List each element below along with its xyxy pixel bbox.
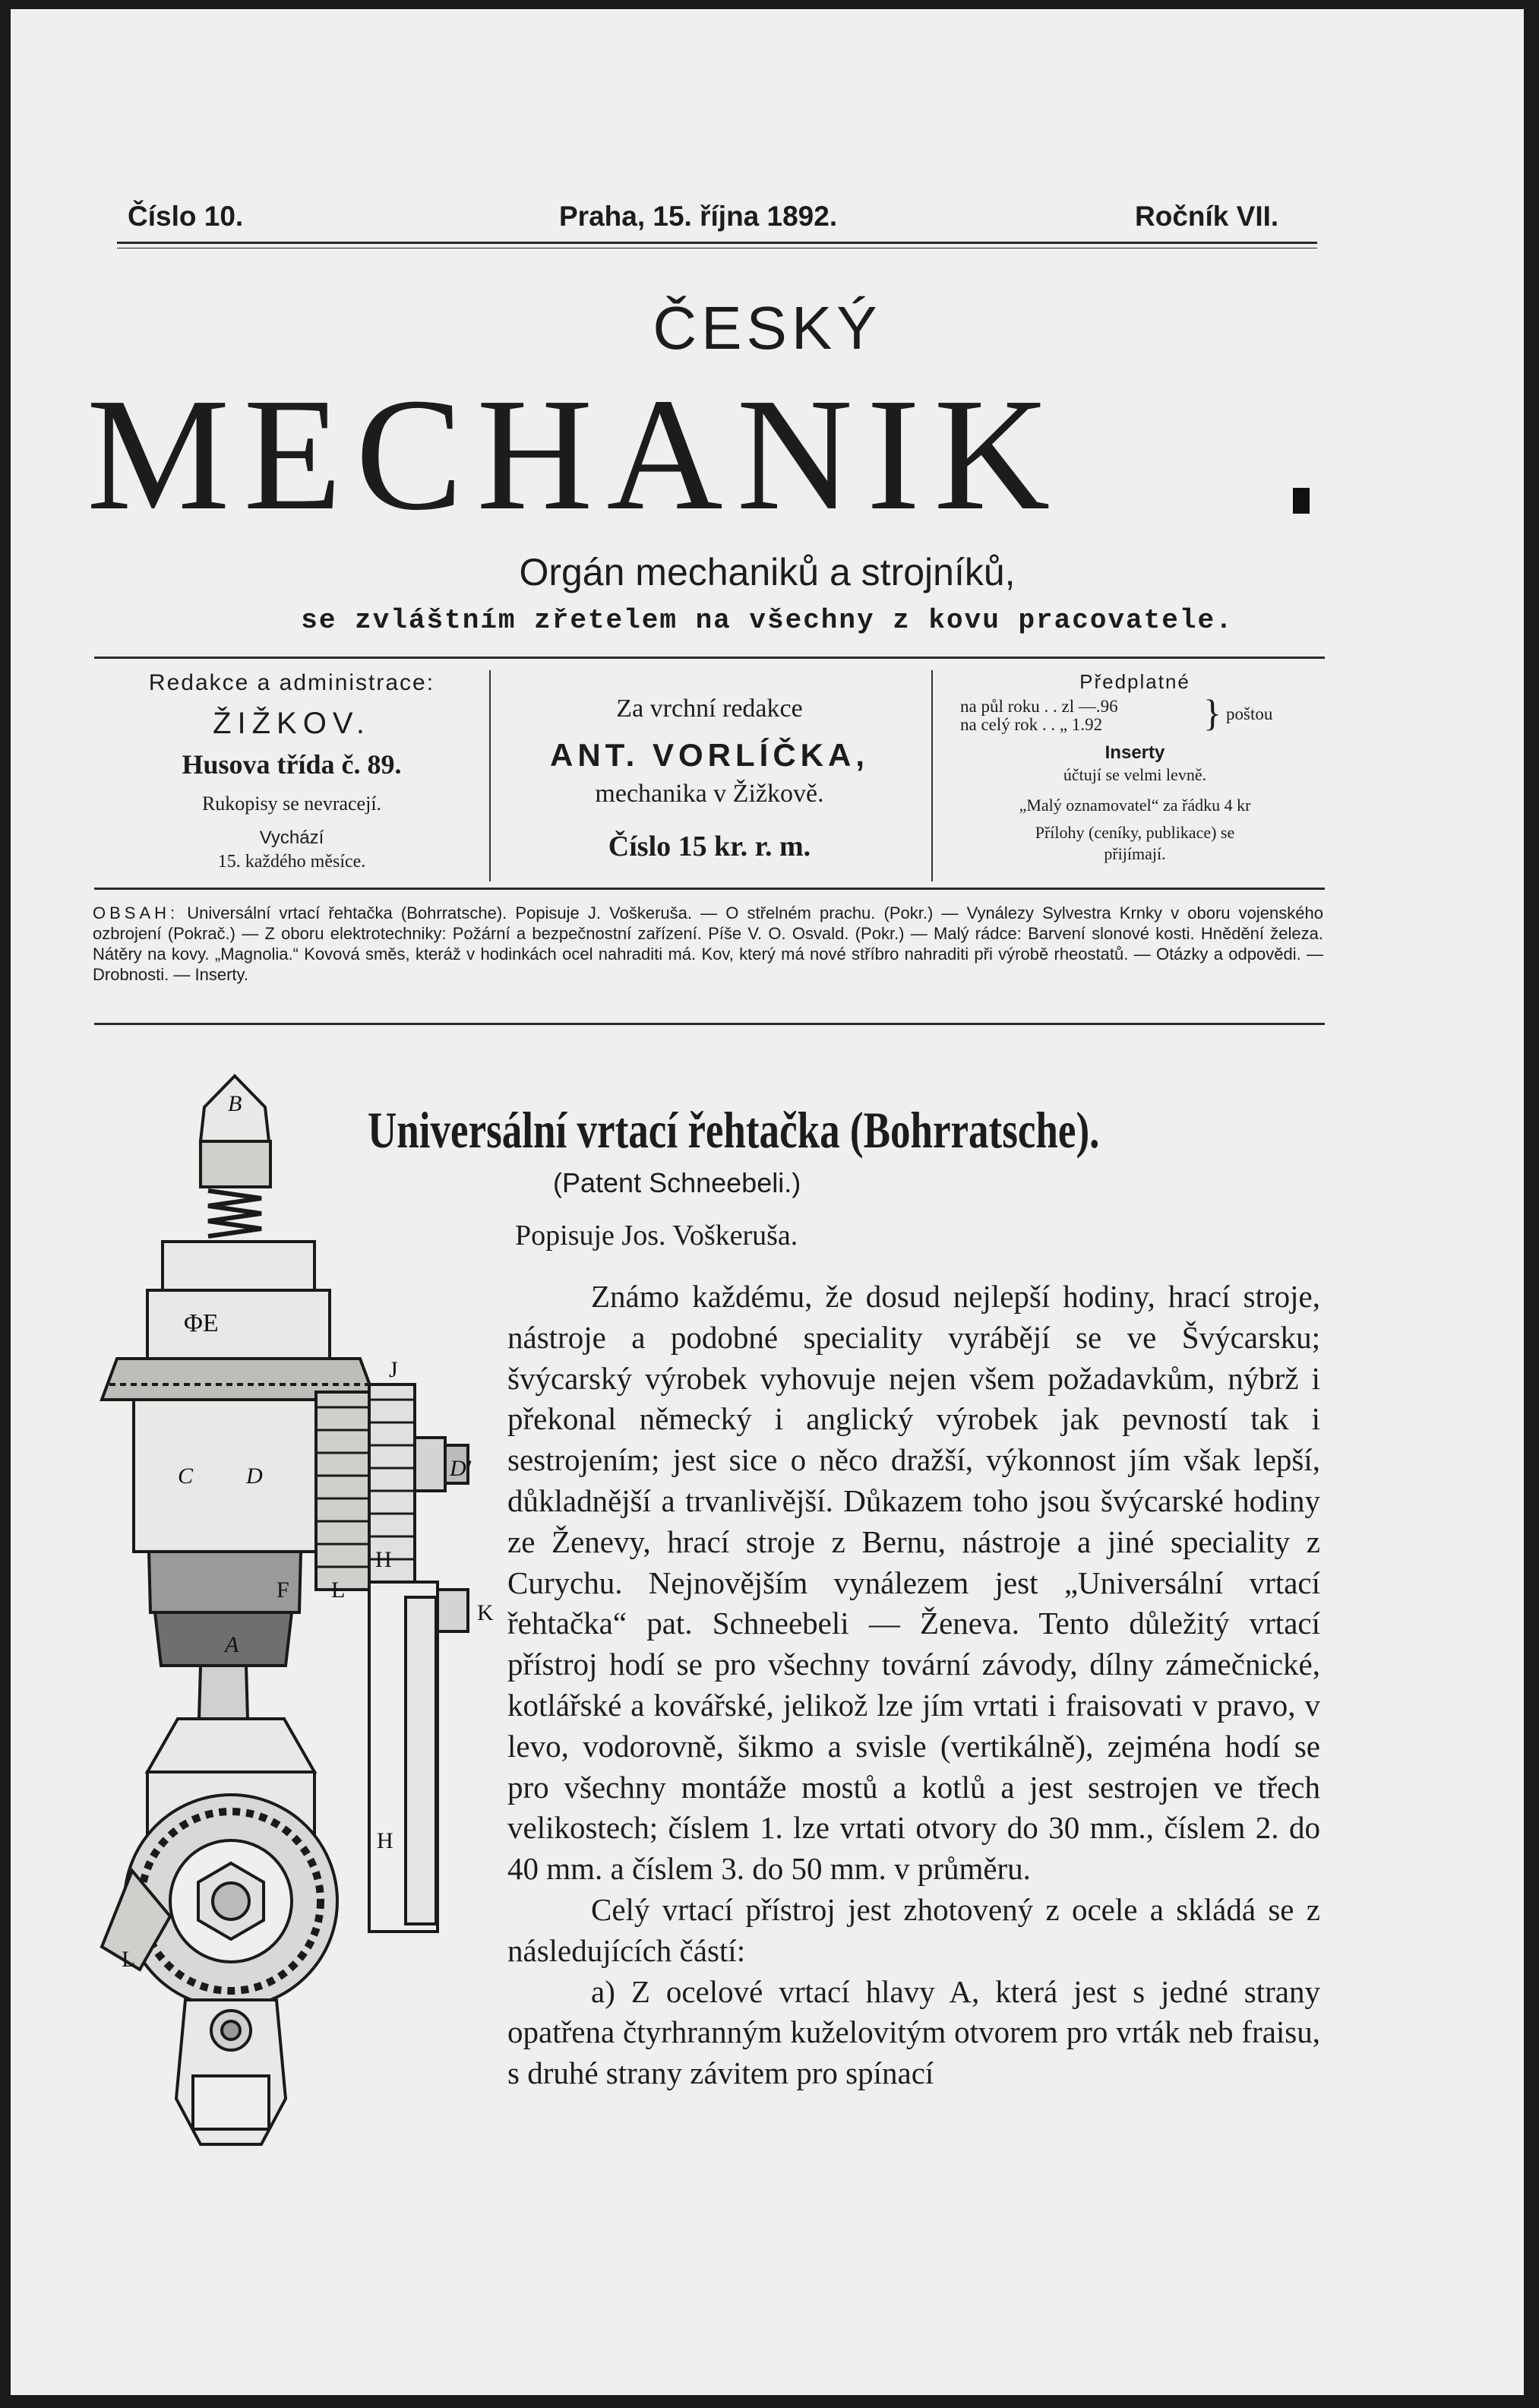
contents-bottom-rule: [94, 1023, 1325, 1025]
published-label: Vychází: [259, 827, 324, 848]
editor-name: ANT. VORLÍČKA,: [550, 737, 869, 773]
article-title: Universální vrtací řehtačka (Bohrratsche).: [368, 1101, 1100, 1159]
subtitle-audience: se zvláštním zřetelem na všechny z kovu pracovatele.: [301, 605, 1234, 636]
label-d: D: [246, 1463, 263, 1489]
editorial-label: Redakce a administrace:: [148, 670, 435, 695]
article-subtitle: (Patent Schneebeli.): [553, 1167, 801, 1198]
editor-label: Za vrchní redakce: [616, 695, 803, 723]
label-h-upper: H: [375, 1547, 392, 1572]
volume: Ročník VII.: [1135, 201, 1279, 232]
label-f: F: [277, 1577, 289, 1603]
subscription-label: Předplatné: [1079, 670, 1190, 693]
editor-role: mechanika v Žižkově.: [595, 780, 824, 808]
side-gear: [316, 1392, 369, 1590]
cylinder-c: [134, 1400, 316, 1552]
info-column-subscription: [937, 670, 1332, 864]
issue-number: Číslo 10.: [128, 201, 244, 232]
published-schedule: 15. každého měsíce.: [217, 852, 366, 872]
contents-label: OBSAH:: [93, 903, 179, 922]
nut-k: [438, 1590, 468, 1631]
newspaper-page: [11, 9, 1524, 2395]
article-body: [507, 1277, 1320, 2094]
upper-sleeve: [163, 1242, 314, 1290]
contents-text: Universální vrtací řehtačka (Bohrratsche). Popisuje J. Voškeruša. — O střelném prachu. (Pokr.) — Vynálezy Sylvestra Krnky v oboru vojenského ozbrojení (Pokrač.) — Z oboru elektrotechniky: Požární a bezpečnostní zařízení. Píše V. O. Osvald. (Pokr.) — Malý rádce: Barvení slonové kosti. Hnědění železa. Nátěry na kovy. „Magnolia.“ Kovová směs, kteráž v hodinkách ocel nahraditi má. Kov, který má nové stříbro nahraditi při výrobě rheostatů. — Otázky a odpovědi. — Drobnosti. — Inserty.: [93, 903, 1323, 984]
header-rule: [94, 657, 1325, 659]
sleeve-body: [147, 1290, 330, 1359]
brace: }: [1203, 691, 1221, 734]
spring-coil: [208, 1191, 261, 1236]
label-k: K: [477, 1600, 494, 1625]
manuscripts-note: Rukopisy se nevracejí.: [201, 793, 382, 815]
subtitle-organ: Orgán mechaniků a strojníků,: [519, 551, 1016, 593]
top-rule: [117, 242, 1317, 244]
label-c: C: [178, 1463, 194, 1489]
issue-price: Číslo 15 kr. r. m.: [608, 831, 811, 862]
ratchet-drill-illustration: [87, 1065, 512, 2160]
drill-head-collar: [201, 1141, 270, 1187]
table-of-contents: [93, 903, 1323, 985]
bolt-d-prime: [415, 1438, 445, 1491]
lower-frame: [147, 1719, 314, 1772]
label-j: J: [389, 1357, 398, 1382]
info-column-editorial: [102, 670, 482, 872]
date-place: Praha, 15. října 1892.: [559, 201, 838, 232]
column-divider-1: [489, 670, 491, 881]
label-l: L: [331, 1577, 346, 1603]
supplements-accepted: přijímají.: [1104, 844, 1166, 863]
info-column-editor: [497, 670, 922, 863]
label-b: B: [228, 1091, 242, 1116]
sleeve-a: [155, 1612, 292, 1666]
column-divider-2: [931, 670, 933, 881]
editorial-city: ŽIŽKOV.: [213, 707, 371, 740]
label-de: ΦE: [184, 1309, 219, 1337]
label-l-pawl: L: [122, 1947, 136, 1972]
small-ad-rate: „Malý oznamovatel“ za řádku 4 kr: [1019, 796, 1251, 815]
article-paragraph-3: a) Z ocelové vrtací hlavy A, která jest s jedné strany opatřena čtyrhranným kuželovitým otvorem pro vrták neb fraisu, s druhé strany závitem pro spínací: [507, 1973, 1320, 2091]
label-a: A: [225, 1632, 239, 1657]
inserts-note: účtují se velmi levně.: [1063, 765, 1207, 784]
title-mechanik: MECHANIK: [87, 365, 1064, 543]
title-cesky: ČESKÝ: [653, 294, 882, 362]
label-d-prime: D': [450, 1456, 472, 1481]
editorial-address: Husova třída č. 89.: [182, 749, 402, 780]
price-half-year: na půl roku . . zl —.96: [960, 697, 1118, 716]
postal-note: poštou: [1226, 704, 1273, 723]
article-paragraph-2: Celý vrtací přístroj jest zhotovený z ocele a skládá se z následujících částí:: [507, 1891, 1320, 1968]
supplements-note: Přílohy (ceníky, publikace) se: [1035, 823, 1235, 842]
inserts-label: Inserty: [1104, 742, 1165, 763]
article-author: Popisuje Jos. Voškeruša.: [515, 1220, 798, 1251]
title-period-mark: [1293, 488, 1310, 514]
label-h-lower: H: [377, 1828, 393, 1853]
price-full-year: na celý rok . . „ 1.92: [960, 715, 1103, 734]
article-paragraph-1: Známo každému, že dosud nejlepší hodiny, hrací stroje, nástroje a podobné speciality vyrábějí se ve Švýcarsku; švýcarský výrobek vyhovuje nejen všem požadavkům, nýbrž i překonal německý i anglický výrobek jak pevností tak i sestrojením; jest sice o něco dražší, výkonnost jím však lepší, důkladnější a trvanlivější. Důkazem toho jsou švýcarské hodiny ze Ženevy, hrací stroje z Bernu, nástroje a jiné speciality z Curychu. Nejnovějším vynálezem jest „Universální vrtací řehtačka“ pat. Schneebeli — Ženeva. Tento důležitý vrtací přístroj hodí se pro všechny tovární závody, dílny zámečnické, kotlářské a kovářské, jelikož lze jím vrtati i fraisovati v pravo, v levo, vodorovně, šikmo a svisle (vertikálně), zejména hodí se pro všechny montáže mostů a kotlů a jest sestrojen ve třech velikostech; číslem 1. lze vrtati otvory do 30 mm., číslem 2. do 40 mm. a číslem 3. do 50 mm. v průměru.: [507, 1279, 1320, 1887]
contents-top-rule: [94, 888, 1325, 890]
